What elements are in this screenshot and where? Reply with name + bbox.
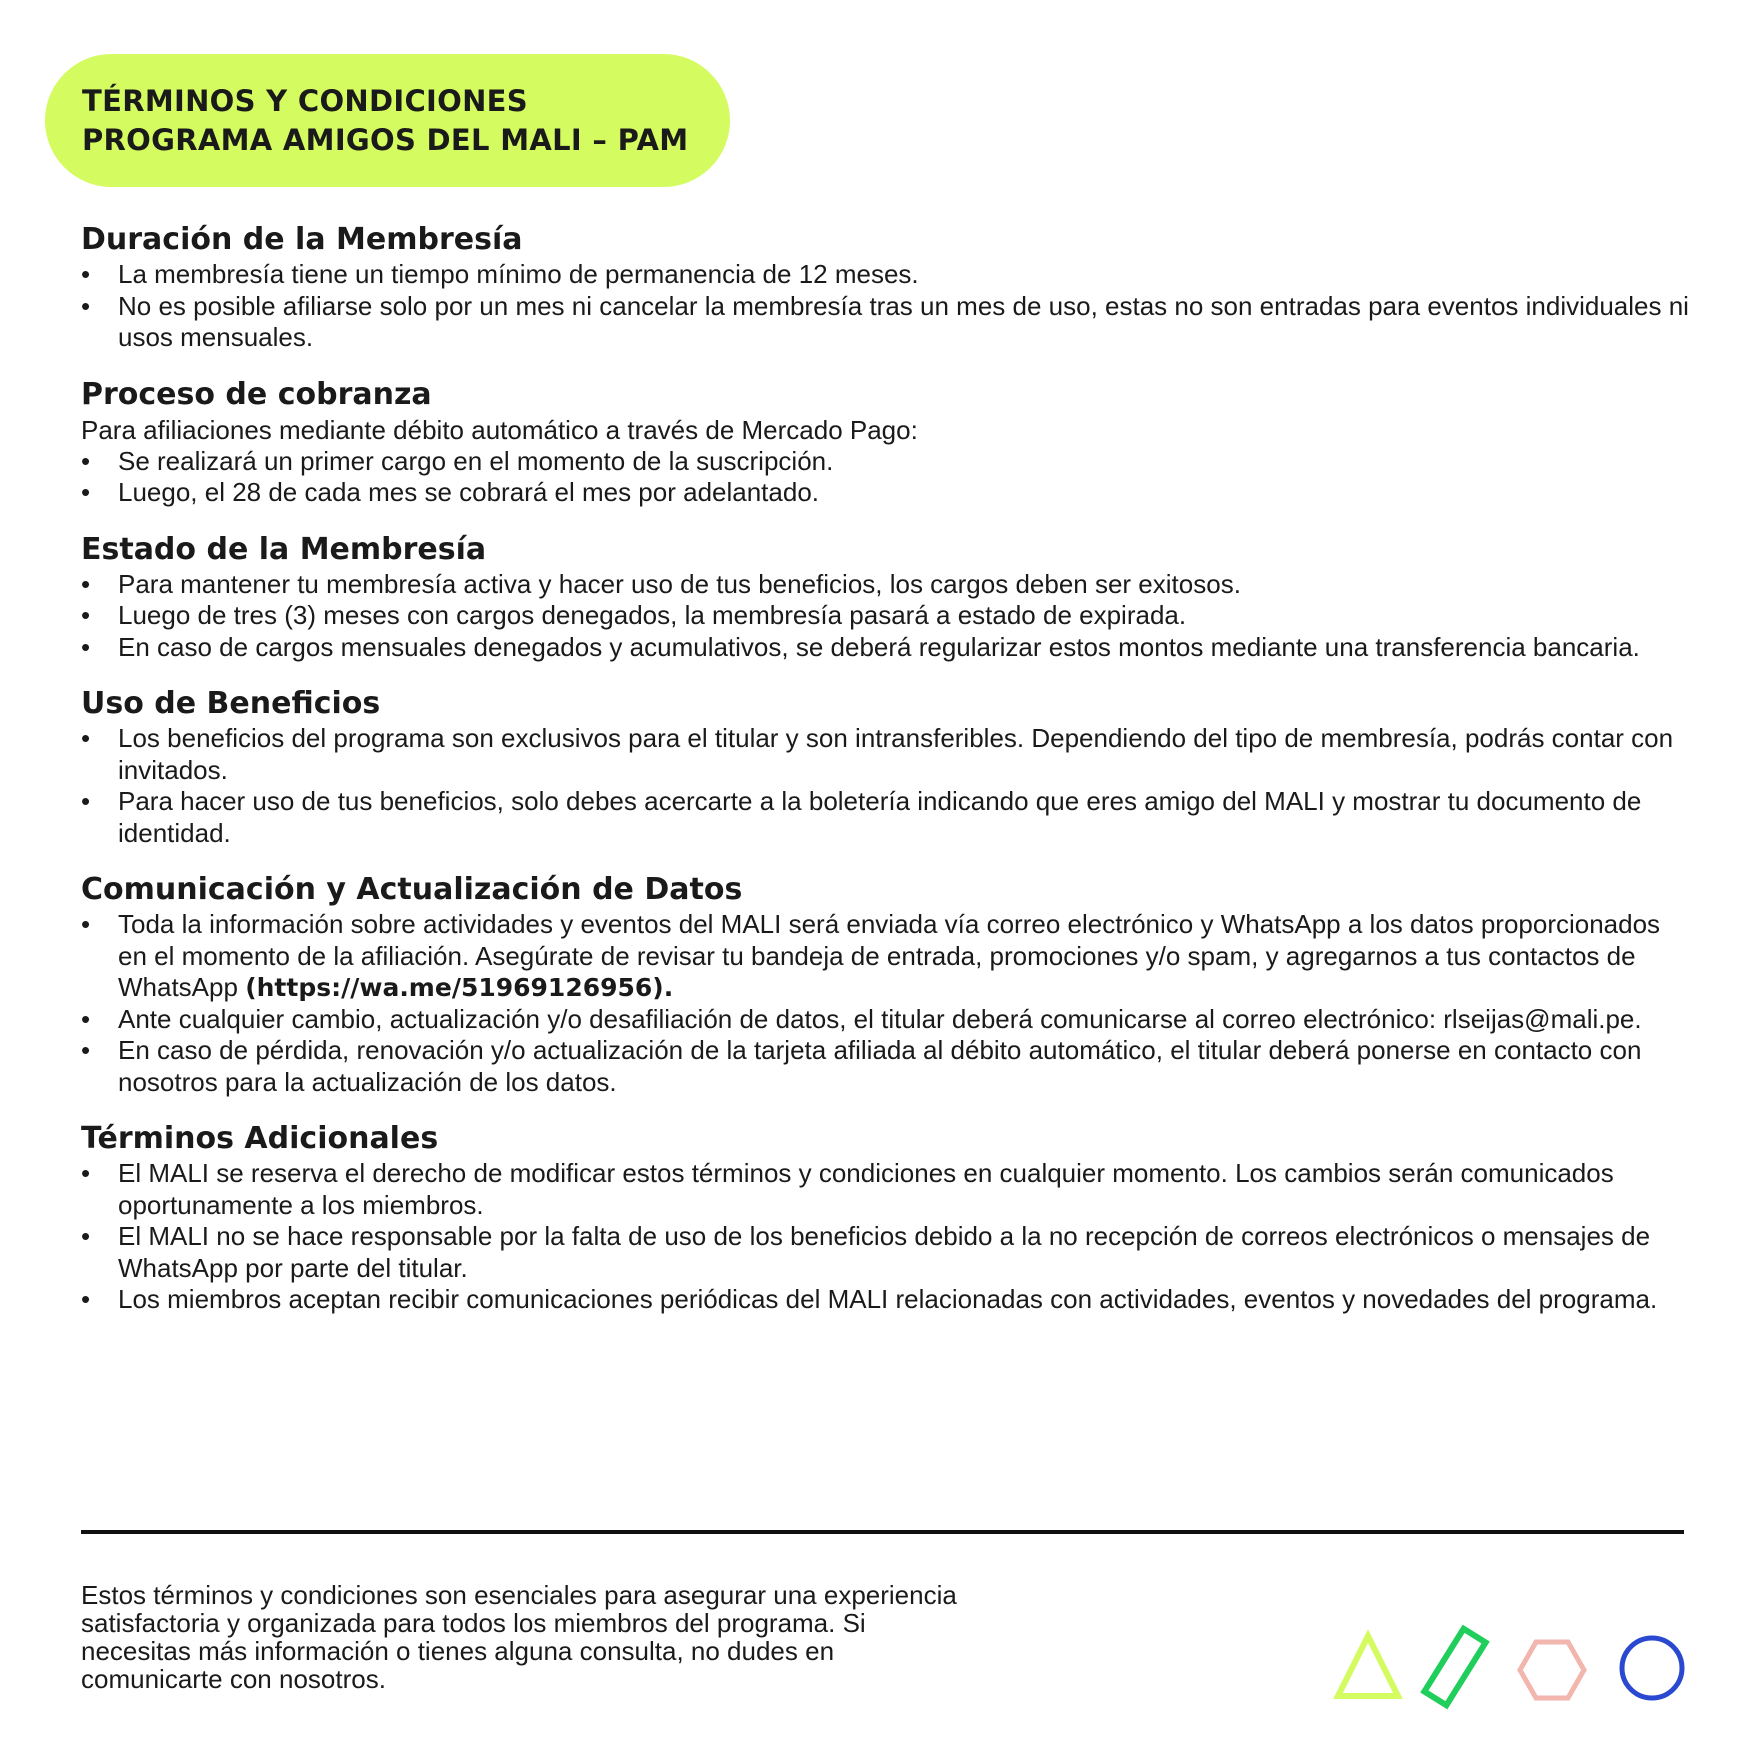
decorative-shapes: [1330, 1618, 1694, 1718]
section-title: Duración de la Membresía: [81, 222, 523, 257]
section-adicionales: [81, 1120, 1691, 1316]
list-item: [81, 632, 1691, 664]
list-item: [81, 723, 1691, 786]
list-item-text: Se realizará un primer cargo en el momento de la suscripción.: [118, 445, 834, 476]
bullet-icon: •: [81, 786, 91, 816]
section-duracion: [81, 221, 1691, 354]
header-title-line-1: TÉRMINOS Y CONDICIONES: [82, 84, 528, 118]
list-item: [81, 1035, 1691, 1098]
bullet-icon: •: [81, 445, 91, 476]
list-item-text: Los miembros aceptan recibir comunicaciones periódicas del MALI relacionadas con actividades, eventos y novedades del programa.: [118, 1284, 1658, 1314]
list-item-text: No es posible afiliarse solo por un mes ni cancelar la membresía tras un mes de uso, estas no son entradas para eventos individuales ni usos mensuales.: [118, 290, 1689, 352]
bullet-icon: •: [81, 1221, 91, 1251]
hexagon-icon: [1520, 1642, 1584, 1698]
bullet-list: [81, 446, 1691, 509]
list-item: [81, 909, 1691, 1004]
list-item-text: El MALI se reserva el derecho de modificar estos términos y condiciones en cualquier momento. Los cambios serán comunicados oportunamente a los miembros.: [118, 1158, 1614, 1220]
bullet-icon: •: [81, 568, 91, 599]
list-item: [81, 1284, 1691, 1316]
list-item-text: Luego, el 28 de cada mes se cobrará el mes por adelantado.: [118, 477, 820, 507]
list-item: [81, 259, 1691, 291]
bullet-list: [81, 723, 1691, 849]
header-title-line-2: PROGRAMA AMIGOS DEL MALI – PAM: [82, 123, 689, 157]
list-item: [81, 446, 1691, 478]
list-item-text: El MALI no se hace responsable por la falta de uso de los beneficios debido a la no recepción de correos electrónicos o mensajes de WhatsApp por parte del titular.: [118, 1221, 1651, 1283]
bullet-list: [81, 259, 1691, 354]
bullet-icon: •: [81, 1003, 91, 1034]
bullet-icon: •: [81, 1035, 91, 1065]
section-title: Estado de la Membresía: [81, 531, 487, 567]
list-item-text: La membresía tiene un tiempo mínimo de permanencia de 12 meses.: [118, 259, 919, 289]
bullet-icon: •: [81, 631, 91, 662]
header-banner: [45, 54, 730, 187]
bullet-icon: •: [81, 477, 91, 507]
list-item: [81, 477, 1691, 509]
footer-divider: [81, 1530, 1684, 1534]
circle-icon: [1622, 1638, 1682, 1698]
list-item-text: Para hacer uso de tus beneficios, solo debes acercarte a la boletería indicando que eres amigo del MALI y mostrar tu documento de identidad.: [118, 786, 1642, 848]
bullet-list: [81, 909, 1691, 1098]
footer-note: Estos términos y condiciones son esenciales para asegurar una experiencia satisfactoria y organizada para todos los miembros del programa. Si necesitas más información o tienes alguna consulta, no dudes en comunicarte con nosotros.: [81, 1580, 957, 1694]
list-item: [81, 1004, 1691, 1036]
section-cobranza: [81, 376, 1691, 509]
bullet-icon: •: [81, 290, 91, 321]
list-item-text: Para mantener tu membresía activa y hacer uso de tus beneficios, los cargos deben ser exitosos.: [118, 568, 1241, 599]
list-item: [81, 569, 1691, 601]
section-title: Términos Adicionales: [81, 1121, 439, 1156]
list-item-text: En caso de pérdida, renovación y/o actualización de la tarjeta afiliada al débito automático, el titular deberá ponerse en contacto con nosotros para la actualización de los datos.: [118, 1035, 1642, 1097]
section-comunicacion: [81, 871, 1691, 1098]
list-item-text: En caso de cargos mensuales denegados y acumulativos, se deberá regularizar estos montos mediante una transferencia bancaria.: [118, 631, 1640, 662]
list-item-text: Ante cualquier cambio, actualización y/o desafiliación de datos, el titular deberá comunicarse al correo electrónico: rlseijas@mali.pe.: [118, 1003, 1642, 1034]
bullet-icon: •: [81, 1284, 91, 1314]
section-title: Proceso de cobranza: [81, 376, 432, 412]
bullet-icon: •: [81, 909, 91, 939]
list-item: [81, 1158, 1691, 1221]
triangle-icon: [1338, 1636, 1398, 1696]
whatsapp-link[interactable]: (https://wa.me/51969126956).: [245, 973, 674, 1002]
section-title: Comunicación y Actualización de Datos: [81, 872, 743, 907]
bullet-icon: •: [81, 723, 91, 753]
list-item-text: Luego de tres (3) meses con cargos denegados, la membresía pasará a estado de expirada.: [118, 600, 1187, 630]
list-item: [81, 1221, 1691, 1284]
bullet-icon: •: [81, 600, 91, 630]
section-title: Uso de Beneficios: [81, 686, 381, 721]
list-item-text: Los beneficios del programa son exclusivos para el titular y son intransferibles. Dependiendo del tipo de membresía, podrás contar con invitados.: [118, 723, 1674, 785]
section-estado: [81, 531, 1691, 664]
terms-content: [81, 221, 1691, 1338]
bullet-icon: •: [81, 259, 91, 289]
bullet-icon: •: [81, 1158, 91, 1188]
section-beneficios: [81, 685, 1691, 849]
section-intro: Para afiliaciones mediante débito automático a través de Mercado Pago:: [81, 414, 918, 445]
list-item: [81, 600, 1691, 632]
list-item-text: Toda la información sobre actividades y eventos del MALI será enviada vía correo electrónico y WhatsApp a los datos proporcionados en el momento de la afiliación. Asegúrate de revisar tu bandeja de entrada, promociones y/o spam, y agregarnos a tus contactos de WhatsApp: [118, 909, 1661, 1002]
bullet-list: [81, 1158, 1691, 1316]
bullet-list: [81, 569, 1691, 664]
list-item: [81, 291, 1691, 354]
list-item: [81, 786, 1691, 849]
rectangle-icon: [1424, 1629, 1485, 1706]
